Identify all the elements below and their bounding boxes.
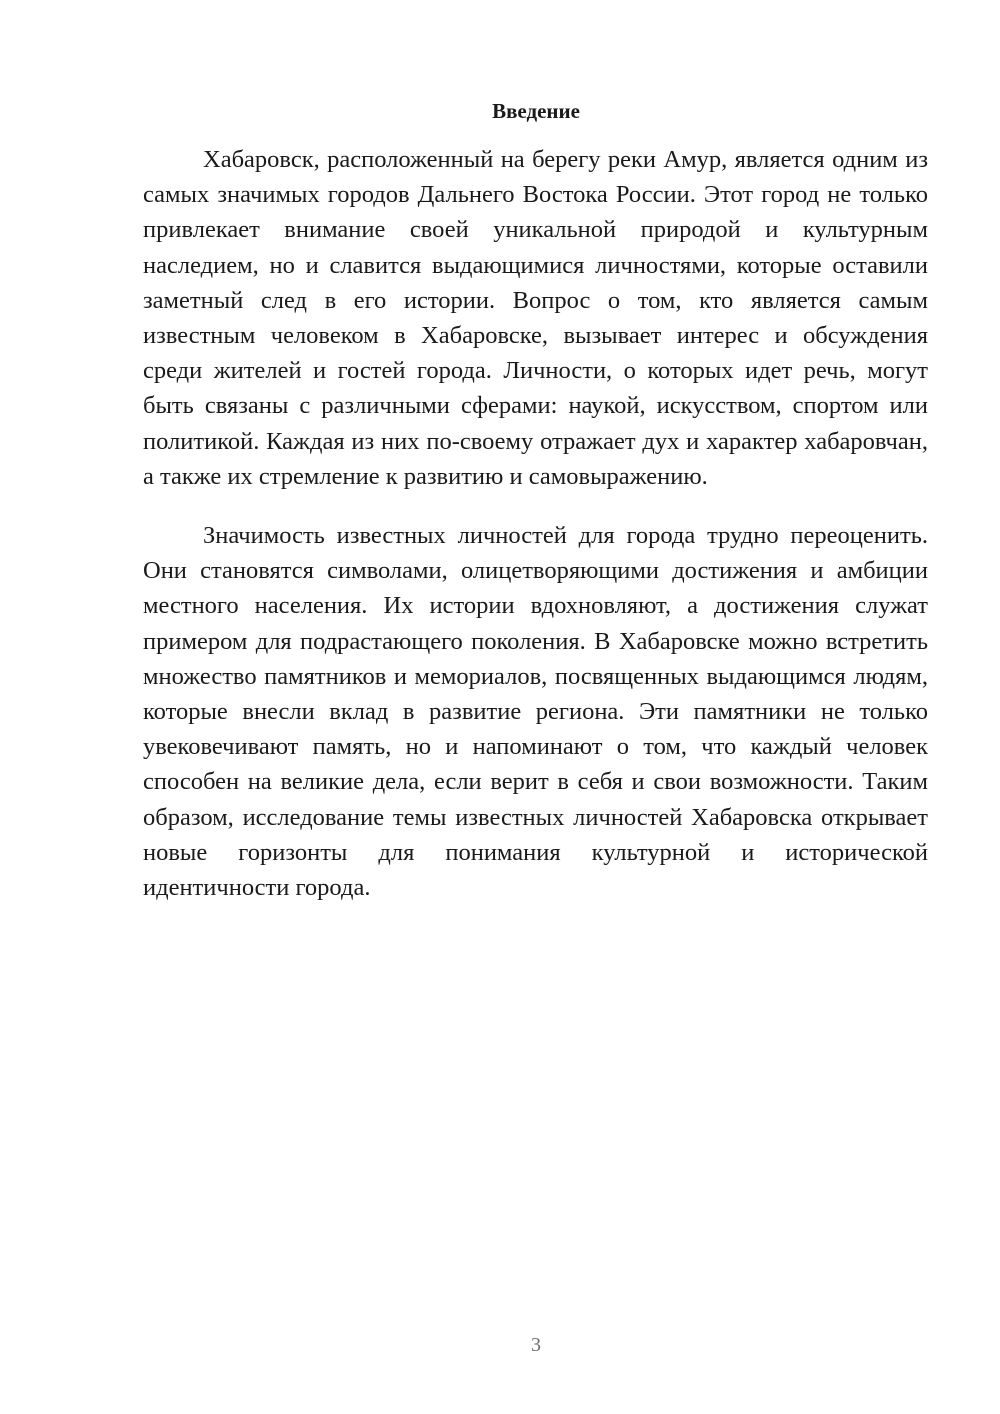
section-heading: Введение — [492, 99, 580, 123]
paragraph-significance: Значимость известных личностей для города трудно переоценить. Они становятся символами, олицетворяющими достижения и амбиции местного населения. Их истории вдохновляют, а достижения служат примером для подрастающего поколения. В Хабаровске можно встретить множество памятников и мемориалов, посвященных выдающимся людям, которые внесли вклад в развитие региона. Эти памятники не только увековечивают память, но и напоминают о том, что каждый человек способен на великие дела, если верит в себя и свои возможности. Таким образом, исследование темы известных личностей Хабаровска открывает новые горизонты для понимания культурной и исторической идентичности города. — [143, 522, 928, 902]
page-number: 3 — [531, 1334, 541, 1356]
paragraph-intro: Хабаровск, расположенный на берегу реки Амур, является одним из самых значимых городов Дальнего Востока России. Этот город не только привлекает внимание своей уникальной природой и культурным наследием, но и славится выдающимися личностями, которые оставили заметный след в его истории. Вопрос о том, кто является самым известным человеком в Хабаровске, вызывает интерес и обсуждения среди жителей и гостей города. Личности, о которых идет речь, могут быть связаны с различными сферами: наукой, искусством, спортом или политикой. Каждая из них по-своему отражает дух и характер хабаровчан, а также их стремление к развитию и самовыражению. — [143, 146, 928, 490]
body-text — [143, 142, 928, 905]
